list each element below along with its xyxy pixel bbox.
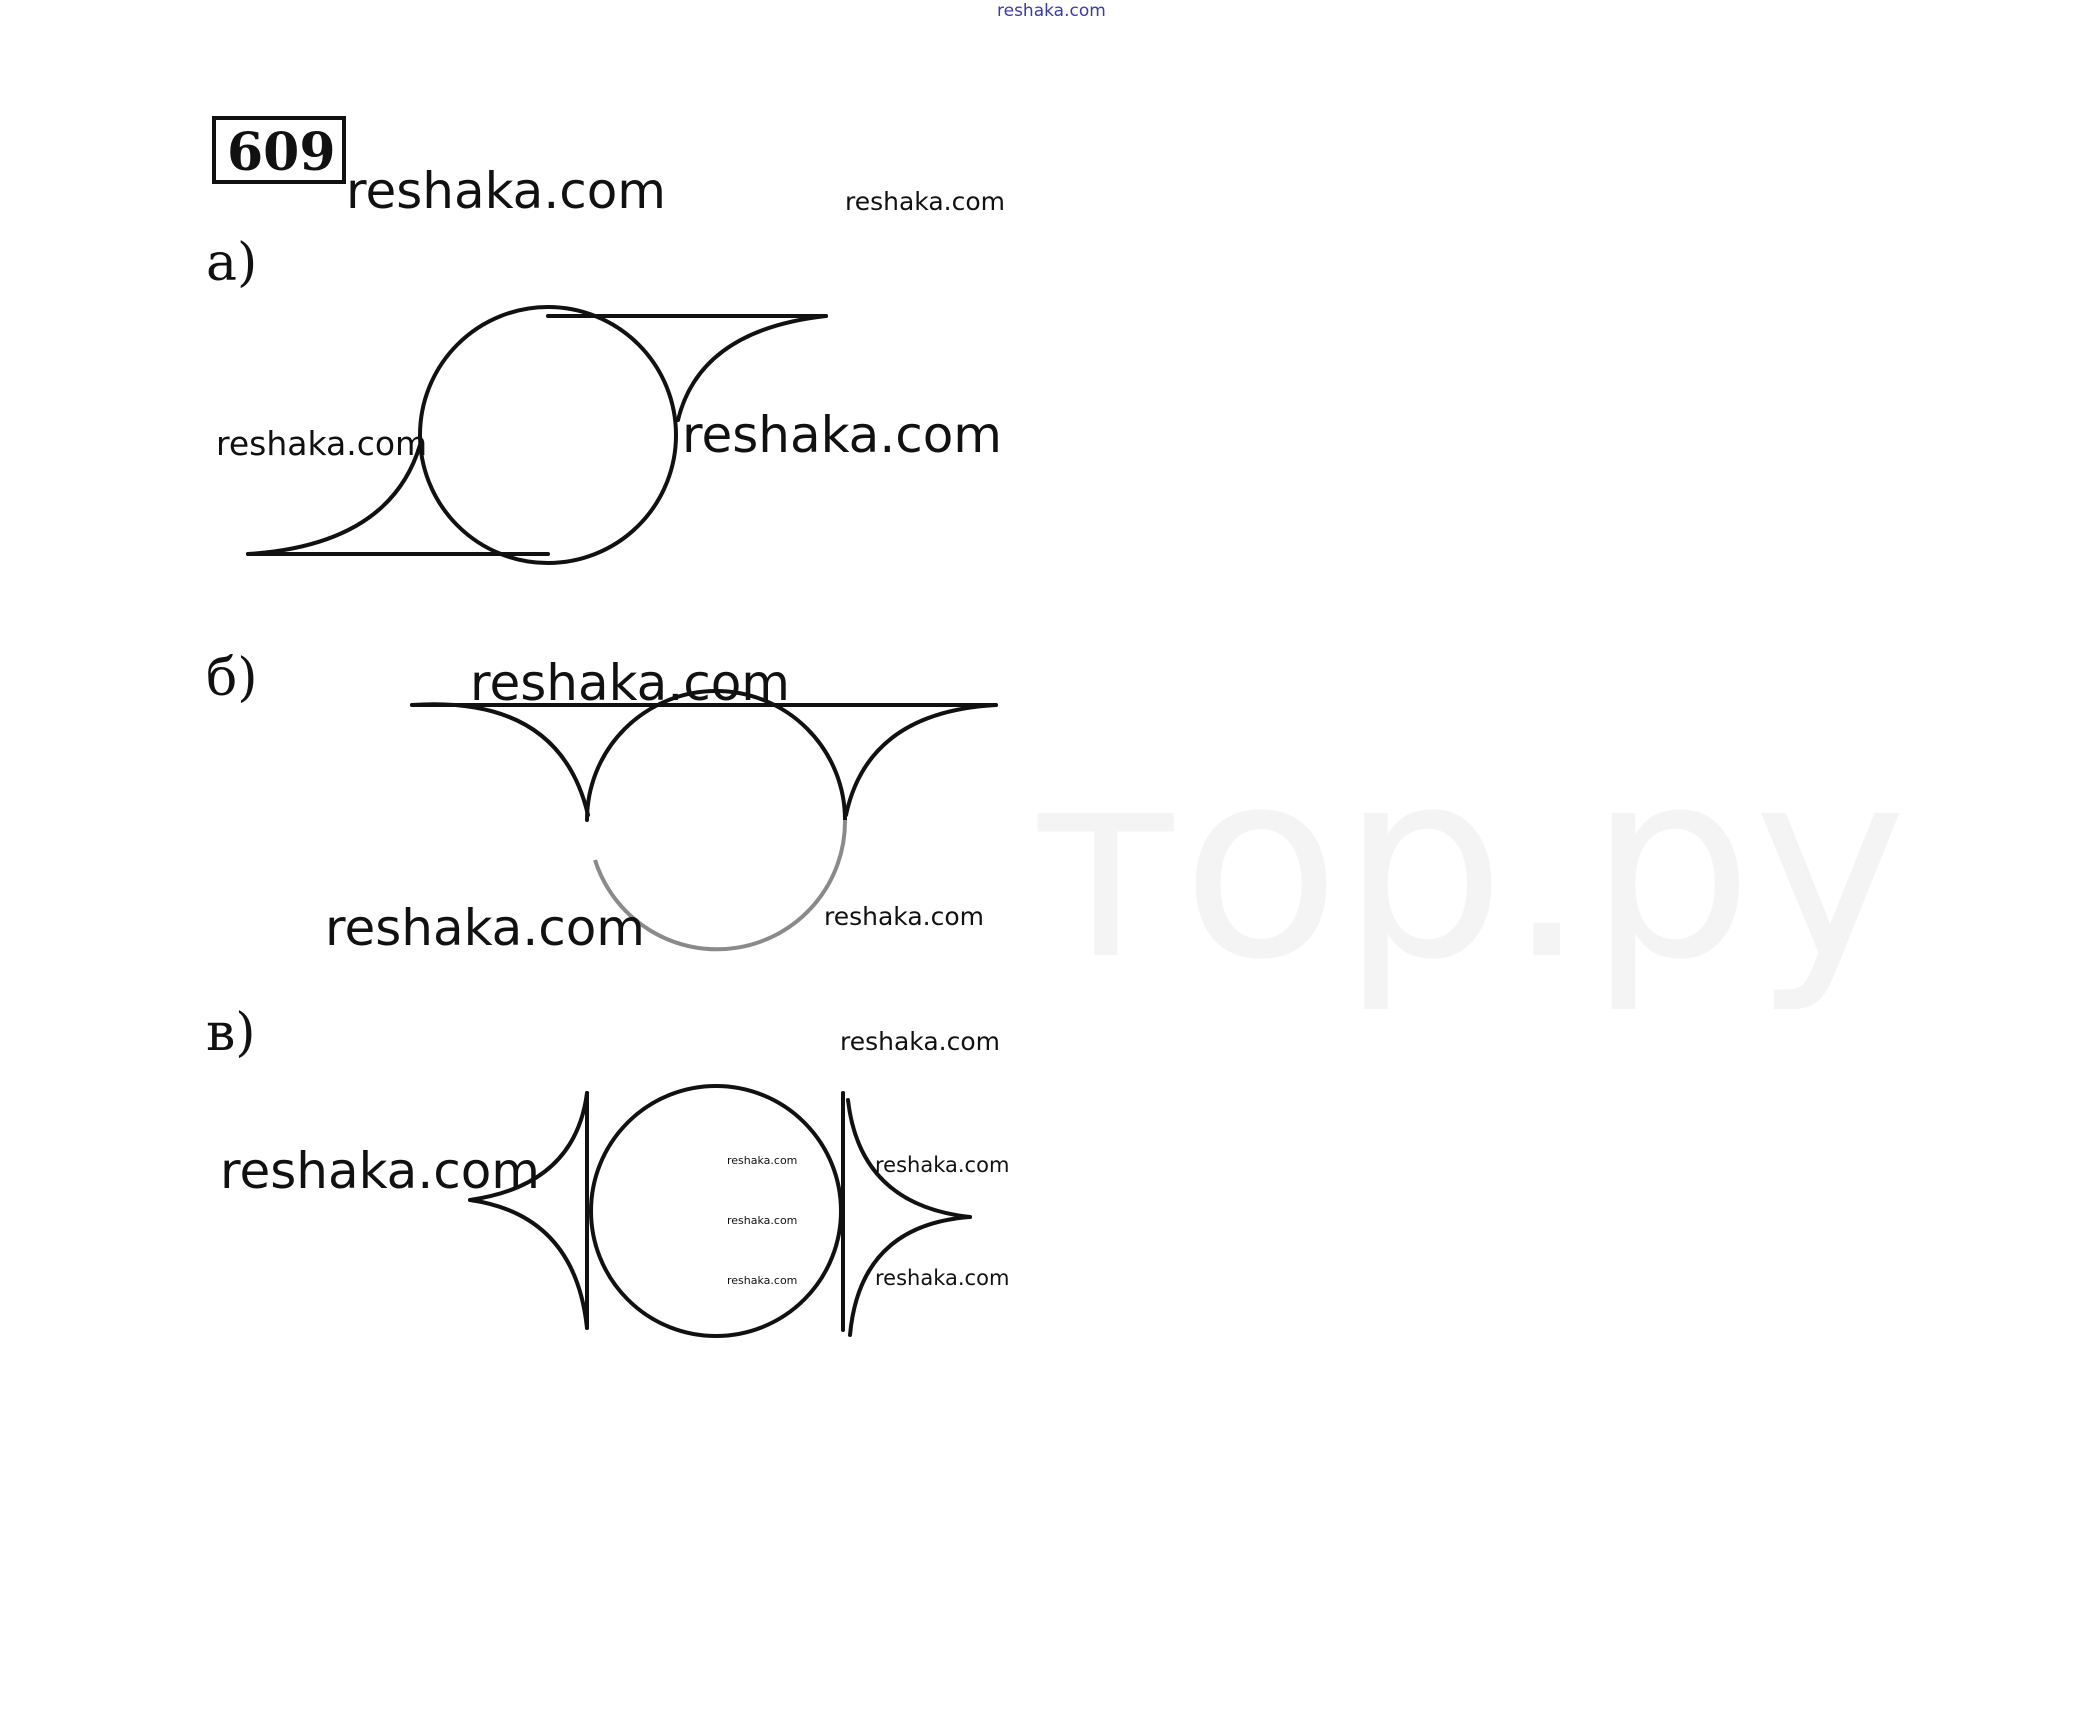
part-b-label: б) (206, 648, 258, 708)
problem-number: 609 (227, 122, 336, 183)
figure-v (470, 1086, 970, 1336)
watermark-tiny-3: reshaka.com (727, 1274, 798, 1287)
watermark-tiny-1: reshaka.com (727, 1154, 798, 1167)
watermark-large-2: reshaka.com (682, 406, 1002, 464)
watermark-large-1: reshaka.com (346, 162, 666, 220)
watermark-medium-1: reshaka.com (216, 424, 428, 463)
watermark-small-2: reshaka.com (824, 902, 984, 931)
ghost-watermark: тор.ру (1030, 715, 1908, 1017)
figure-b-left-arc (412, 704, 588, 815)
part-v-label: в) (206, 1003, 256, 1063)
watermark-large-5: reshaka.com (220, 1142, 540, 1200)
figure-b-right-arc (846, 705, 996, 815)
watermark-small-1: reshaka.com (845, 187, 1005, 216)
watermark-large-3: reshaka.com (470, 654, 790, 712)
watermark-small-5: reshaka.com (875, 1266, 1010, 1290)
figure-a-circle (420, 307, 676, 563)
watermark-tiny-2: reshaka.com (727, 1214, 798, 1227)
figure-v-left-lower-arc (470, 1200, 587, 1328)
watermark-small-3: reshaka.com (840, 1027, 1000, 1056)
watermark-large-4: reshaka.com (325, 899, 645, 957)
watermark-small-4: reshaka.com (875, 1153, 1010, 1177)
figure-a-right-arc (678, 316, 826, 420)
figure-v-circle (591, 1086, 841, 1336)
top-watermark: reshaka.com (997, 1, 1106, 21)
part-a-label: а) (206, 233, 258, 293)
